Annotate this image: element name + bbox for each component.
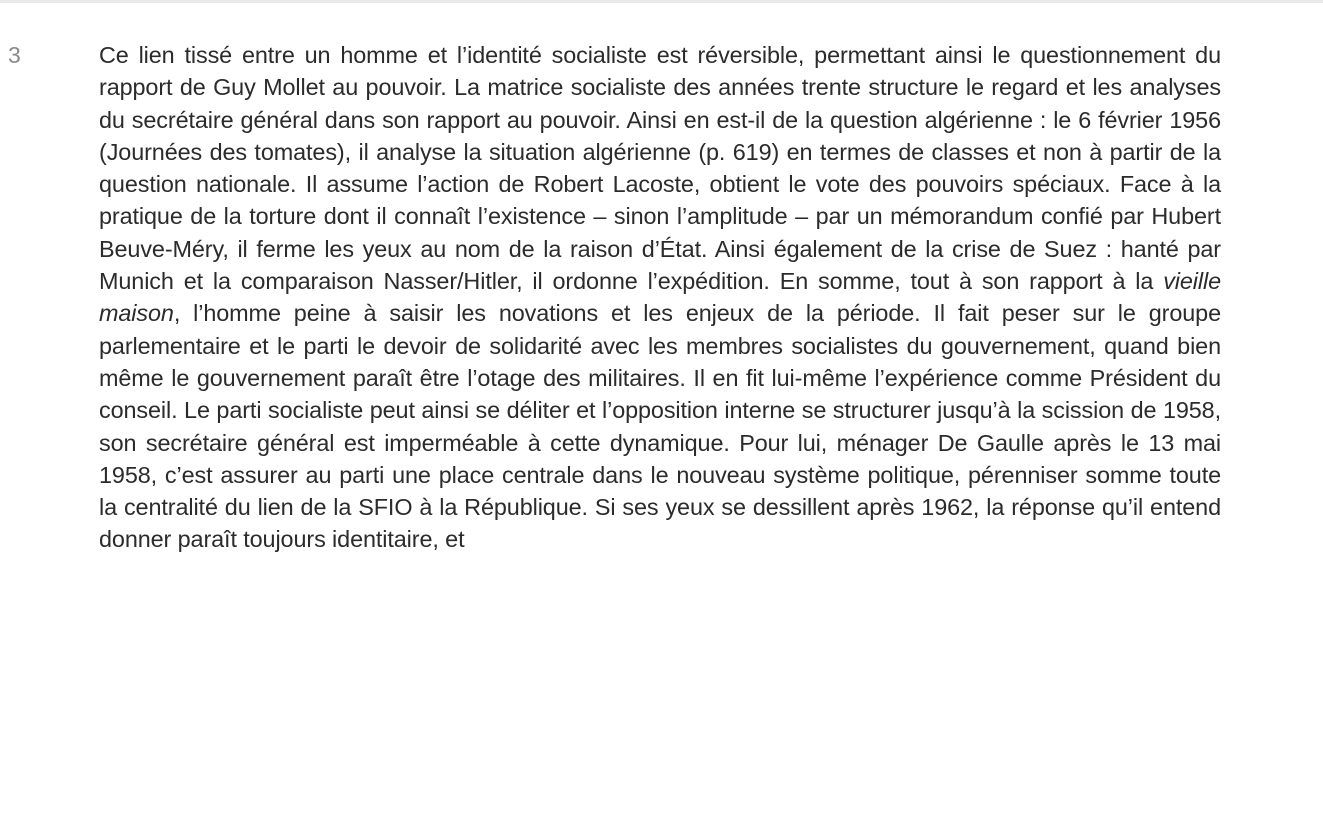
paragraph-text <box>99 39 1221 556</box>
paragraph-text-part-2: , l’homme peine à saisir les novations et les enjeux de la période. Il fait peser sur le groupe parlementaire et le parti le devoir de solidarité avec les membres socialistes du gouvernement, quand bien même le gouvernement paraît être l’otage des militaires. Il en fit lui-même l’expérience comme Président du conseil. Le parti socialiste peut ainsi se déliter et l’opposition interne se structurer jusqu’à la scission de 1958, son secrétaire général est imperméable à cette dynamique. Pour lui, ménager De Gaulle après le 13 mai 1958, c’est assurer au parti une place centrale dans le nouveau système politique, pérenniser somme toute la centralité du lien de la SFIO à la République. Si ses yeux se dessillent après 1962, la réponse qu’il entend donner paraît toujours identitaire, et <box>99 300 1221 553</box>
paragraph-number: 3 <box>8 42 21 68</box>
italic-phrase: vieille maison <box>99 268 1221 327</box>
paragraph-text-part-1: Ce lien tissé entre un homme et l’identité socialiste est réversible, permettant ainsi le questionnement du rapport de Guy Mollet au pouvoir. La matrice socialiste des années trente structure le regard et les analyses du secrétaire général dans son rapport au pouvoir. Ainsi en est-il de la question algérienne : le 6 février 1956 (Journées des tomates), il analyse la situation algérienne (p. 619) en termes de classes et non à partir de la question nationale. Il assume l’action de Robert Lacoste, obtient le vote des pouvoirs spéciaux. Face à la pratique de la torture dont il connaît l’existence – sinon l’amplitude – par un mémorandum confié par Hubert Beuve-Méry, il ferme les yeux au nom de la raison d’État. Ainsi également de la crise de Suez : hanté par Munich et la comparaison Nasser/Hitler, il ordonne l’expédition. En somme, tout à son rapport à la <box>99 42 1221 295</box>
